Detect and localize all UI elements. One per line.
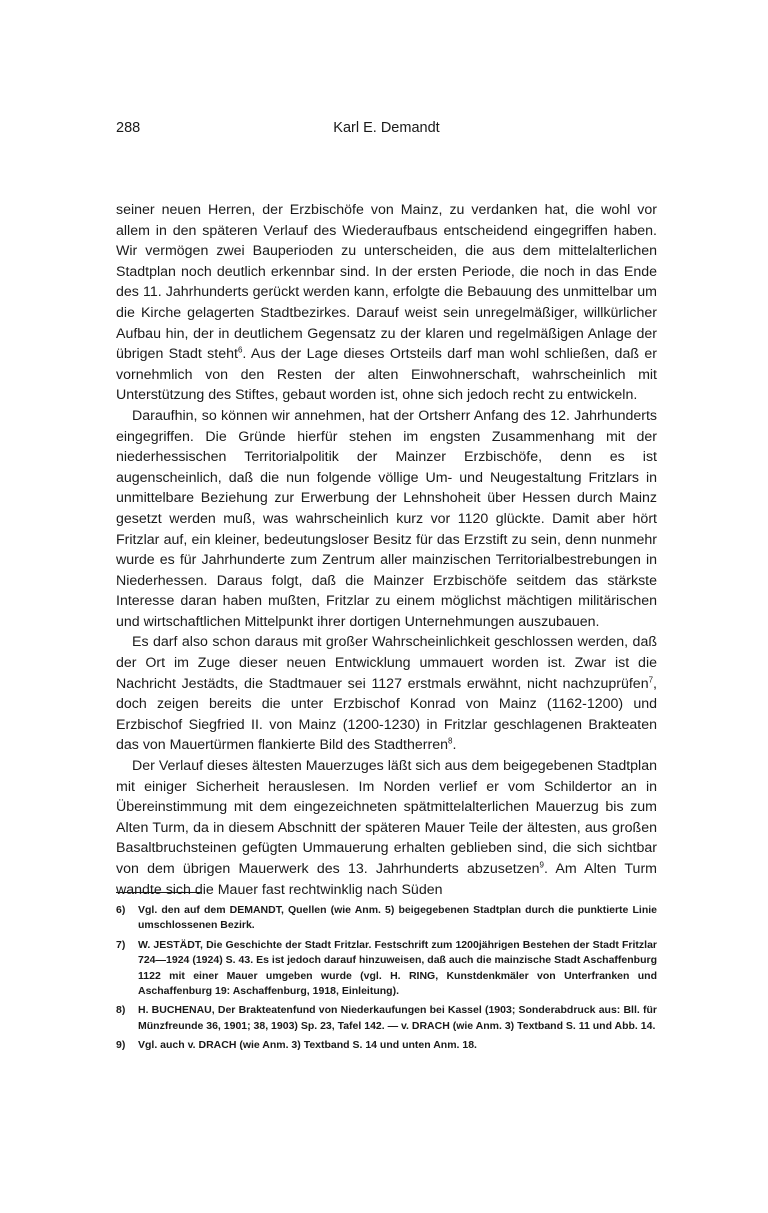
paragraph-text: . Am Alten Turm wandte sich die Mauer fast rechtwinklig nach Süden: [116, 861, 657, 898]
footnote-number: 8): [116, 1004, 126, 1017]
footnote: [116, 1003, 657, 1034]
paragraph-text: Der Verlauf dieses ältesten Mauerzuges läßt sich aus dem beigegebenen Stadtplan mit einiger Sicherheit herauslesen. Im Norden verlief er vom Schildertor an in Übereinstimmung mit dem eingezeichneten spätmittelalterlichen Mauerzug bis zum Alten Turm, da in diesem Abschnitt der späteren Mauer Teile der ältesten, aus großen Basaltbruchsteinen gefügten Ummauerung erhalten geblieben sind, die sich sichtbar von dem übrigen Mauerwerk des 13. Jahrhunderts abzusetzen: [116, 758, 657, 877]
footnote-text: H. BUCHENAU, Der Brakteatenfund von Niederkaufungen bei Kassel (1903; Sonderabdruck aus: Bll. für Münzfreunde 36, 1901; 38, 1903) Sp. 23, Tafel 142. — v. DRACH (wie Anm. 3) Textband S. 11 und Abb. 14.: [138, 1004, 657, 1032]
paragraph: [116, 200, 657, 406]
running-head: Karl E. Demandt: [333, 120, 440, 136]
footnote-text: Vgl. den auf dem DEMANDT, Quellen (wie Anm. 5) beigegebenen Stadtplan durch die punktierte Linie umschlossenen Bezirk.: [138, 904, 657, 932]
footnote-ref: 7: [648, 674, 654, 684]
footnotes: [116, 903, 657, 1058]
paragraph-text: . Aus der Lage dieses Ortsteils darf man wohl schließen, daß er vornehmlich von den Resten der alten Einwohnerschaft, wahrscheinlich mit Unterstützung des Stiftes, gebaut worden ist, ohne sich jedoch recht zu entwickeln.: [116, 346, 657, 404]
footnote-text: W. JESTÄDT, Die Geschichte der Stadt Fritzlar. Festschrift zum 1200jährigen Bestehen der Stadt Fritzlar 724—1924 (1924) S. 43. Es ist jedoch darauf hinzuweisen, daß auch die mainzische Stadt Aschaffenburg 1122 mit einer Mauer umgeben wurde (vgl. H. RING, Kunstdenkmäler von Unterfranken und Aschaffenburg 19: Aschaffenburg, 1918, Einleitung).: [138, 938, 657, 998]
paragraph: [116, 756, 657, 900]
page-header: [116, 120, 657, 140]
paragraph: [116, 632, 657, 756]
paragraph-text: seiner neuen Herren, der Erzbischöfe von Mainz, zu verdanken hat, die wohl vor allem in den späteren Verlauf des Wiederaufbaus entscheidend eingegriffen haben. Wir vermögen zwei Bauperioden zu unterscheiden, die aus dem mittelalterlichen Stadtplan noch deutlich erkennbar sind. In der ersten Periode, die noch in das Ende des 11. Jahrhunderts gerückt werden kann, erfolgte die Bebauung des unmittelbar um die Kirche gelagerten Stadtbezirkes. Darauf weist sein unregelmäßiger, willkürlicher Aufbau hin, der in deutlichem Gegensatz zu der klaren und regelmäßigen Anlage der übrigen Stadt steht: [116, 202, 657, 363]
paragraph-text: Es darf also schon daraus mit großer Wahrscheinlichkeit geschlossen werden, daß der Ort im Zuge dieser neuen Entwicklung ummauert worden ist. Zwar ist die Nachricht Jestädts, die Stadtmauer sei 1127 erstmals erwähnt, nicht nachzuprüfen: [116, 634, 657, 692]
body-text: [116, 200, 657, 900]
footnote-separator: [116, 892, 202, 893]
paragraph-text: .: [452, 737, 457, 754]
footnote-ref: 8: [448, 736, 453, 746]
paragraph-text: , doch zeigen bereits die unter Erzbischof Konrad von Mainz (1162-1200) und Erzbischof Siegfried II. von Mainz (1200-1230) in Fritzlar geschlagenen Brakteaten das von Mauertürmen flankierte Bild des Stadtherren: [116, 675, 657, 754]
footnote: [116, 1038, 657, 1053]
footnote-text: Vgl. auch v. DRACH (wie Anm. 3) Textband S. 14 und unten Anm. 18.: [138, 1039, 477, 1052]
footnote-ref: 6: [237, 345, 243, 355]
footnote-number: 6): [116, 904, 126, 916]
footnote-ref: 9: [539, 860, 544, 870]
paragraph: [116, 406, 657, 633]
footnote-number: 7): [116, 938, 126, 951]
footnote: [116, 938, 657, 1000]
paragraph-text: Daraufhin, so können wir annehmen, hat der Ortsherr Anfang des 12. Jahrhunderts eingegriffen. Die Gründe hierfür stehen im engsten Zusammenhang mit der niederhessischen Territorialpolitik der Mainzer Erzbischöfe, denn es ist augenscheinlich, daß die nun folgende völlige Um- und Neugestaltung Fritzlars in unmittelbare Beziehung zur Erwerbung der Lehnshoheit über Hessen durch Mainz gesetzt werden muß, was wahrscheinlich kurz vor 1120 glückte. Damit aber hört Fritzlar auf, ein kleiner, bedeutungsloser Besitz für das Erzstift zu sein, denn nunmehr wurde es für Jahrhunderte zum Zentrum aller mainzischen Territorialbestrebungen in Niederhessen. Daraus folgt, daß die Mainzer Erzbischöfe seitdem das stärkste Interesse daran haben mußten, Fritzlar zu einem möglichst mächtigen militärischen und wirtschaftlichen Mittelpunkt ihrer dortigen Unternehmungen auszubauen.: [116, 407, 657, 630]
footnote: [116, 903, 657, 934]
footnote-number: 9): [116, 1039, 126, 1052]
page-number: 288: [116, 120, 141, 136]
